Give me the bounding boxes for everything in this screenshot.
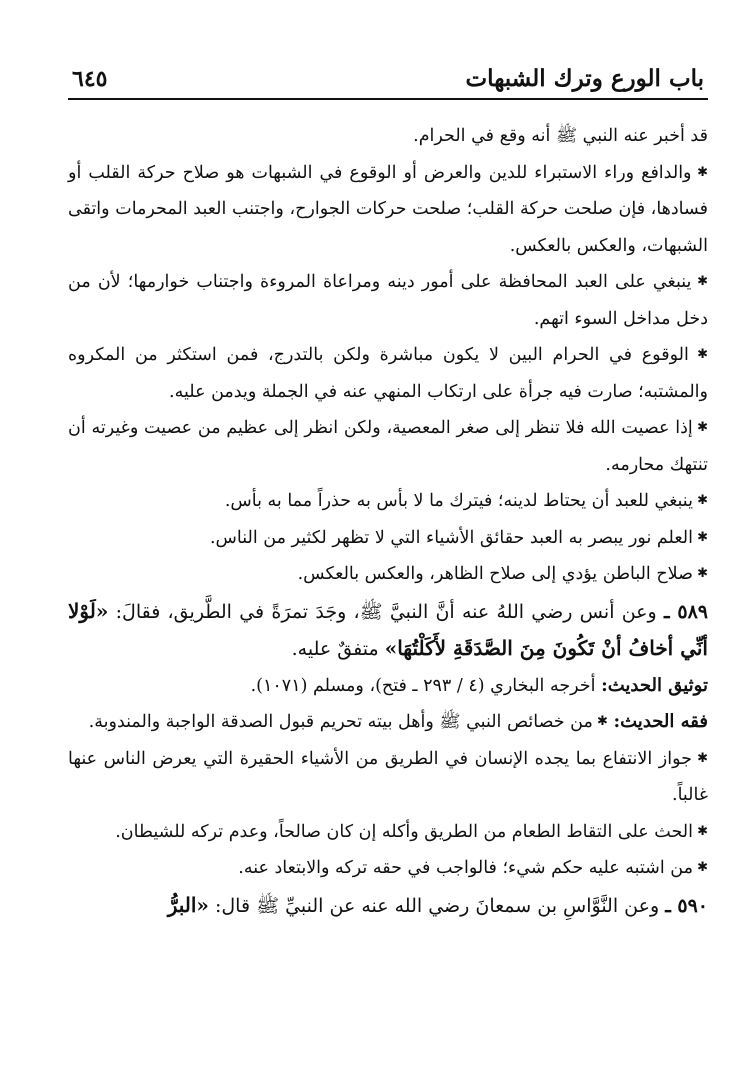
fiqh-first-point: ✱ من خصائص النبي ﷺ وأهل بيته تحريم قبول الصدقة الواجبة والمندوبة. (89, 712, 608, 732)
bullet-paragraph: ✱ الحث على التقاط الطعام من الطريق وأكله إن كان صالحاً، وعدم تركه للشيطان. (68, 814, 708, 851)
hadith-ending: متفقٌ عليه. (291, 638, 379, 660)
hadith-589 (68, 593, 708, 668)
bullet-paragraph: ✱ جواز الانتفاع بما يجده الإنسان في الطريق من الأشياء الحقيرة التي يعرض الناس عنها غالباً. (68, 741, 708, 814)
bullet-paragraph: ✱ إذا عصيت الله فلا تنظر إلى صغر المعصية، ولكن انظر إلى عظيم من عصيت وغيرته أن تنتهك محارمه. (68, 410, 708, 483)
bullet-paragraph: ✱ العلم نور يبصر به العبد حقائق الأشياء التي لا تظهر لكثير من الناس. (68, 520, 708, 557)
page-number: ٦٤٥ (72, 66, 108, 92)
hadith-number: ٥٨٩ ـ (663, 600, 708, 623)
hadith-text: وعن أنس رضي اللهُ عنه أنَّ النبيَّ ﷺ، وجَدَ تمرَةً في الطَّريق، فقالَ: (115, 600, 657, 623)
hadith-authentication (68, 668, 708, 705)
bullet-paragraph: ✱ ينبغي على العبد المحافظة على أمور دينه ومراعاة المروءة واجتناب خوارمها؛ لأن من دخل مداخل السوء اتهم. (68, 264, 708, 337)
page-body (68, 118, 708, 924)
hadith-fiqh (68, 704, 708, 741)
hadith-quote: «البرُّ (167, 892, 209, 917)
fiqh-label: فقه الحديث: (613, 711, 708, 732)
authentication-label: توثيق الحديث: (601, 674, 708, 696)
bullet-paragraph: ✱ صلاح الباطن يؤدي إلى صلاح الظاهر، والعكس بالعكس. (68, 556, 708, 593)
page-header (68, 60, 708, 100)
bullet-paragraph: ✱ ينبغي للعبد أن يحتاط لدينه؛ فيترك ما لا بأس به حذراً مما به بأس. (68, 483, 708, 520)
bullet-paragraph: ✱ من اشتبه عليه حكم شيء؛ فالواجب في حقه تركه والابتعاد عنه. (68, 850, 708, 887)
authentication-text: أخرجه البخاري (٤ / ٢٩٣ ـ فتح)، ومسلم (١٠٧١). (250, 675, 596, 696)
hadith-number: ٥٩٠ ـ (665, 894, 708, 917)
hadith-text: وعن النَّوَّاسِ بن سمعانَ رضي الله عنه عن النبيِّ ﷺ قال: (214, 894, 660, 917)
hadith-590 (68, 887, 708, 925)
hadith-quote: «لَوْلا أنِّي أخافُ أنْ تَكُونَ مِنَ الصَّدَقَةِ لأَكَلْتُهَا» (68, 598, 708, 660)
bullet-paragraph: ✱ الوقوع في الحرام البين لا يكون مباشرة ولكن بالتدرج، فمن استكثر من المكروه والمشتبه؛ صارت فيه جرأة على ارتكاب المنهي عنه في الجملة ويدمن عليه. (68, 337, 708, 410)
paragraph: قد أخبر عنه النبي ﷺ أنه وقع في الحرام. (413, 126, 708, 146)
chapter-title: باب الورع وترك الشبهات (465, 65, 704, 92)
bullet-paragraph: ✱ والدافع وراء الاستبراء للدين والعرض أو الوقوع في الشبهات هو صلاح حركة القلب أو فسادها، فإن صلحت حركة القلب؛ صلحت حركات الجوارح، واجتنب العبد المحرمات واتقى الشبهات، والعكس بالعكس. (68, 155, 708, 265)
book-page (68, 60, 708, 924)
